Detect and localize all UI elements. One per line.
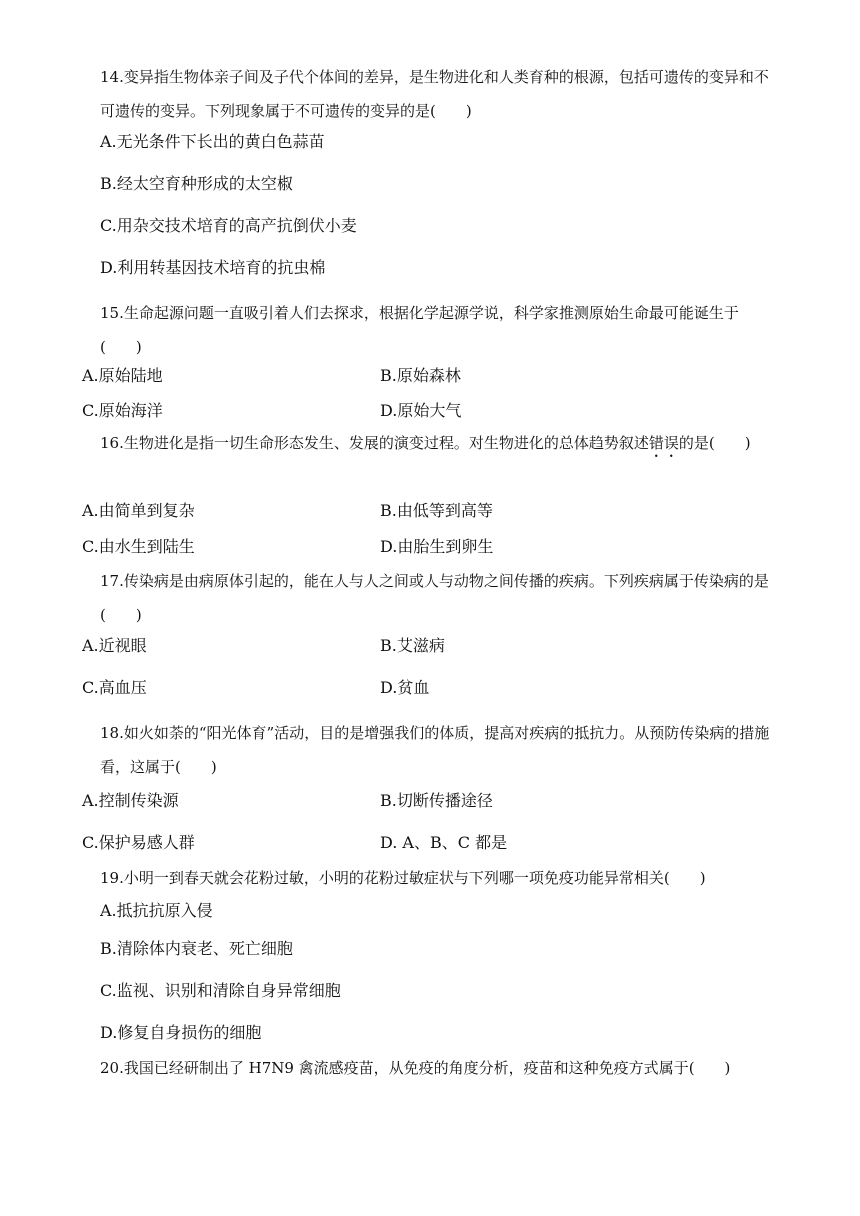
question-17-option-a: A.近视眼 (82, 636, 147, 655)
question-16-option-d: D.由胎生到卵生 (380, 537, 494, 556)
question-18-option-a: A.控制传染源 (82, 791, 179, 810)
question-16-option-a: A.由简单到复杂 (82, 501, 195, 520)
question-16-stem-post: 的是( ) (678, 434, 751, 452)
question-19-option-d: D.修复自身损伤的细胞 (100, 1023, 262, 1042)
question-18-option-d: D. A、B、C 都是 (380, 833, 508, 852)
question-17-option-c: C.高血压 (82, 678, 147, 697)
question-15-option-a: A.原始陆地 (82, 366, 163, 385)
question-17-stem: 17.传染病是由病原体引起的，能在人与人之间或人与动物之间传播的疾病。下列疾病属于传染病的是( ) (100, 572, 769, 624)
question-19-stem: 19.小明一到春天就会花粉过敏，小明的花粉过敏症状与下列哪一项免疫功能异常相关( ) (100, 869, 706, 887)
question-18-stem: 18.如火如荼的“阳光体育”活动，目的是增强我们的体质，提高对疾病的抵抗力。从预防传染病的措施看，这属于( ) (100, 724, 770, 776)
question-15-option-b: B.原始森林 (380, 366, 461, 385)
question-16-stem (100, 426, 780, 461)
question-17-option-b: B.艾滋病 (380, 636, 445, 655)
question-14-option-c: C.用杂交技术培育的高产抗倒伏小麦 (100, 216, 357, 235)
question-18-option-b: B.切断传播途径 (380, 791, 493, 810)
question-16-option-b: B.由低等到高等 (380, 501, 493, 520)
question-17-option-d: D.贫血 (380, 678, 430, 697)
question-15-stem: 15.生命起源问题一直吸引着人们去探求，根据化学起源学说，科学家推测原始生命最可能诞生于( ) (100, 304, 739, 356)
question-20-stem: 20.我国已经研制出了 H7N9 禽流感疫苗，从免疫的角度分析，疫苗和这种免疫方式属于( ) (100, 1059, 731, 1077)
question-15-option-d: D.原始大气 (380, 401, 462, 420)
question-16-stem-pre: 16.生物进化是指一切生命形态发生、发展的演变过程。对生物进化的总体趋势叙述 (100, 434, 649, 452)
question-15-option-c: C.原始海洋 (82, 401, 163, 420)
question-19-option-a: A.抵抗抗原入侵 (100, 901, 213, 920)
question-14-option-a: A.无光条件下长出的黄白色蒜苗 (100, 132, 325, 151)
question-19-option-c: C.监视、识别和清除自身异常细胞 (100, 981, 341, 1000)
question-14-option-b: B.经太空育种形成的太空椒 (100, 174, 293, 193)
question-18-option-c: C.保护易感人群 (82, 833, 195, 852)
question-19-option-b: B.清除体内衰老、死亡细胞 (100, 939, 293, 958)
question-16-option-c: C.由水生到陆生 (82, 537, 195, 556)
question-14-option-d: D.利用转基因技术培育的抗虫棉 (100, 258, 326, 277)
question-16-stem-emphasis: 错误 (648, 434, 679, 452)
question-14-stem: 14.变异指生物体亲子间及子代个体间的差异，是生物进化和人类育种的根源，包括可遗传的变异和不可遗传的变异。下列现象属于不可遗传的变异的是( ) (100, 68, 769, 120)
